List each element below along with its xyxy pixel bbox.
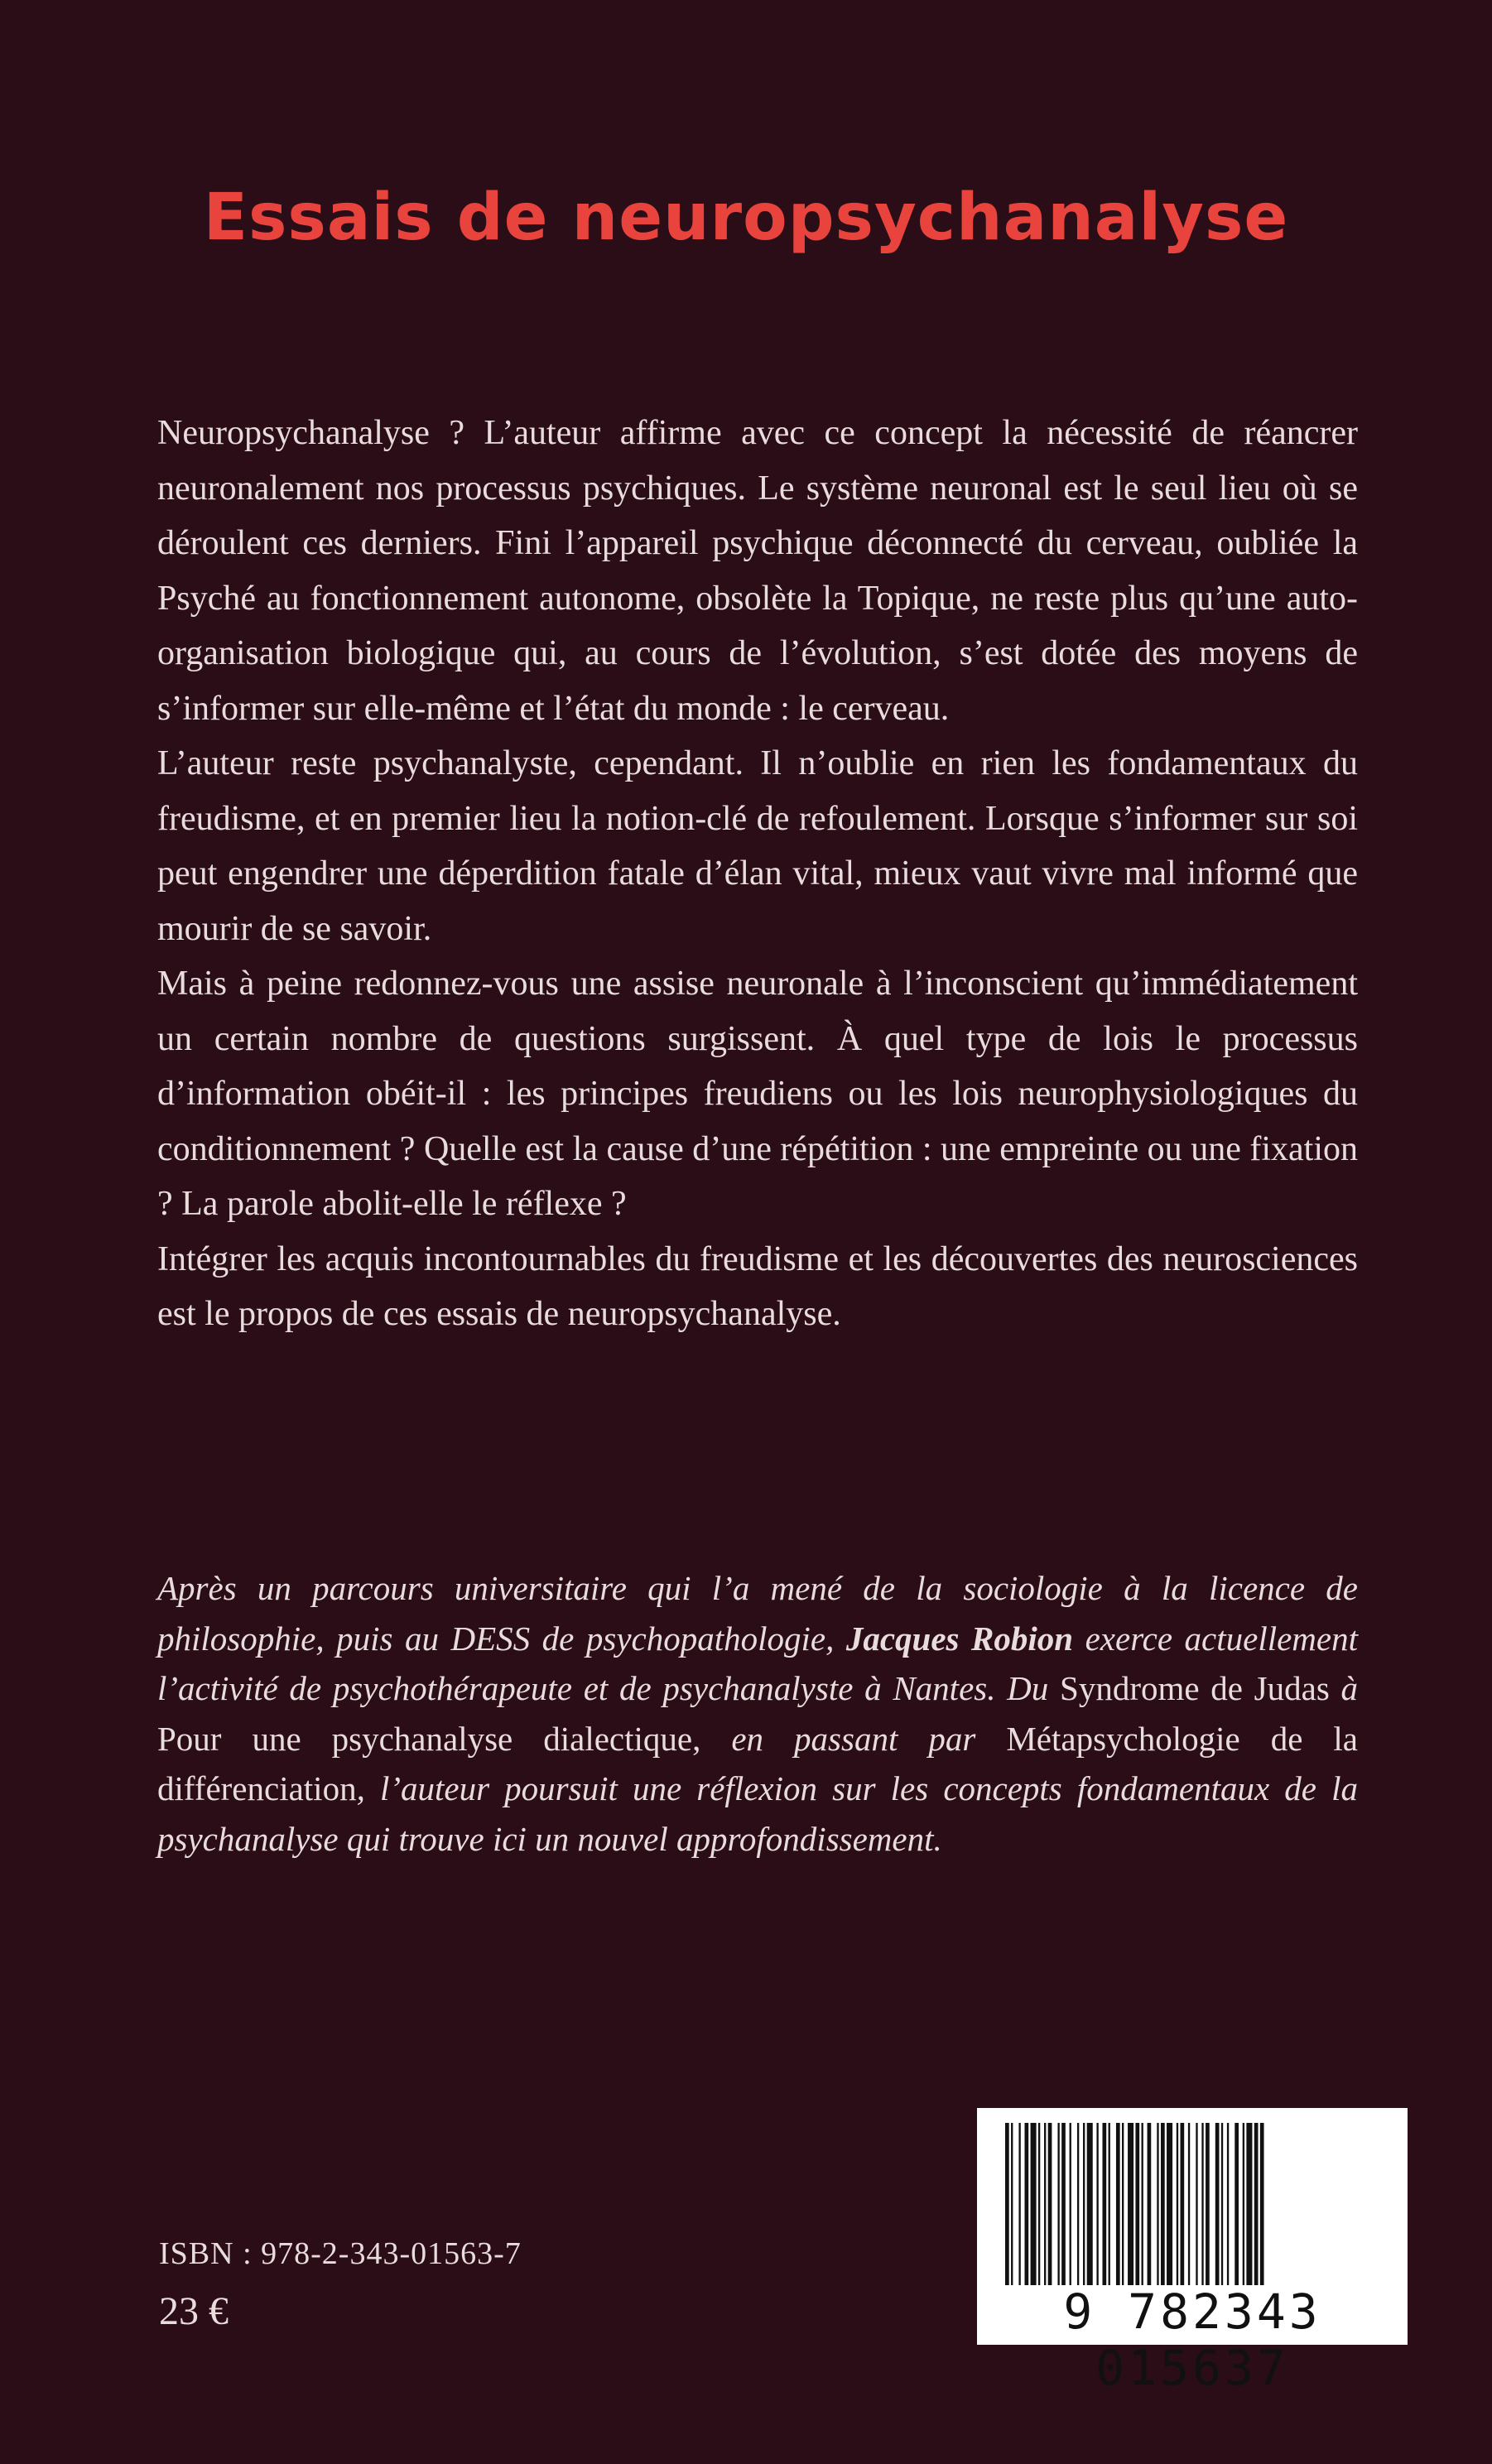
book-title: Essais de neuropsychanalyse <box>203 180 1289 255</box>
barcode-bar <box>1087 2123 1093 2285</box>
barcode <box>977 2108 1408 2396</box>
barcode-bar <box>1254 2123 1259 2285</box>
barcode-bar <box>1077 2123 1079 2285</box>
book-title-metapsychologie: Métapsychologie de la différenciation <box>157 1719 1358 1807</box>
barcode-bar <box>1188 2123 1190 2285</box>
barcode-bar <box>1177 2123 1178 2285</box>
barcode-bar <box>1260 2123 1264 2285</box>
barcode-bar <box>1206 2123 1210 2285</box>
summary-paragraph: Intégrer les acquis incontournables du freudisme et les découvertes des neurosciences est le propos de ces essais de neuropsychanalyse. <box>157 1239 1358 1333</box>
barcode-bar <box>1025 2123 1029 2285</box>
barcode-bar <box>1096 2123 1098 2285</box>
barcode-bar <box>1181 2123 1185 2285</box>
barcode-bar <box>1157 2123 1158 2285</box>
barcode-bars-icon <box>1005 2123 1379 2285</box>
barcode-bar <box>1215 2123 1220 2285</box>
barcode-bar <box>1057 2123 1059 2285</box>
summary-paragraph: Neuropsychanalyse ? L’auteur affirme avec ce concept la nécessité de réancrer neuronalement nos processus psychiques. Le système neuronal est le seul lieu où se déroulent ces derniers. Fini l’appareil psychique déconnecté du cerveau, oubliée la Psyché au fonctionnement autonome, obsolète la Topique, ne reste plus qu’une auto-organisation biologique qui, au cours de l’évolution, s’est dotée des moyens de s’informer sur elle-même et l’état du monde : le cerveau. <box>157 414 1358 728</box>
author-bio <box>157 1563 1358 1864</box>
barcode-bar <box>1005 2123 1009 2285</box>
price-label: 23 € <box>159 2289 229 2333</box>
barcode-bar <box>1031 2123 1037 2285</box>
barcode-bar <box>1246 2123 1252 2285</box>
barcode-digits: 9 782343 015637 <box>1063 2284 1321 2396</box>
isbn-label: ISBN : 978-2-343-01563-7 <box>159 2236 522 2271</box>
barcode-bar <box>1227 2123 1229 2285</box>
barcode-bar <box>1038 2123 1040 2285</box>
summary-text <box>157 406 1358 1342</box>
summary-paragraph: L’auteur reste psychanalyste, cependant. Il n’oublie en rien les fondamentaux du freudisme, et en premier lieu la notion-clé de refoulement. Lorsque s’informer sur soi peut engendrer une déperdition fatale d’élan vital, mieux vaut vivre mal informé que mourir de se savoir. <box>157 744 1358 948</box>
barcode-bar <box>1128 2123 1133 2285</box>
barcode-bar <box>1061 2123 1066 2285</box>
author-name: Jacques Robion <box>845 1619 1074 1658</box>
barcode-bar <box>1142 2123 1143 2285</box>
bio-connector: à <box>1329 1669 1359 1707</box>
bio-passing: en passant par <box>700 1719 1007 1758</box>
bio-intro: Après un parcours universitaire qui l’a mené de la sociologie à la licence de philosophie, puis au DESS de psychopathologie, <box>157 1569 1358 1658</box>
barcode-bar <box>1116 2123 1120 2285</box>
barcode-bar <box>1011 2123 1013 2285</box>
barcode-bar <box>1135 2123 1139 2285</box>
bio-comma: , <box>692 1719 701 1758</box>
barcode-bar <box>1167 2123 1172 2285</box>
barcode-bar <box>1109 2123 1110 2285</box>
book-title-dialectique: Pour une psychanalyse dialectique <box>157 1719 693 1758</box>
bio-middle: exerce actuellement l’activité de psychothérapeute et de psychanalyste à Nantes. Du <box>157 1619 1359 1707</box>
summary-paragraph: Mais à peine redonnez-vous une assise neuronale à l’inconscient qu’immédiatement un certain nombre de questions surgissent. À quel type de lois le processus d’information obéit-il : les principes freudiens ou les lois neurophysiologiques du conditionnement ? Quelle est la cause d’une répétition : une empreinte ou une fixation ? La parole abolit-elle le réflexe ? <box>157 965 1358 1223</box>
barcode-bar <box>1048 2123 1052 2285</box>
barcode-bar <box>1070 2123 1071 2285</box>
barcode-bar <box>1148 2123 1152 2285</box>
barcode-bar <box>1243 2123 1244 2285</box>
barcode-bar <box>1083 2123 1085 2285</box>
barcode-bar <box>1201 2123 1203 2285</box>
barcode-bar <box>1122 2123 1124 2285</box>
barcode-bar <box>1161 2123 1165 2285</box>
barcode-bar <box>1221 2123 1223 2285</box>
barcode-bar <box>1044 2123 1046 2285</box>
barcode-bar <box>1196 2123 1197 2285</box>
barcode-bar <box>1235 2123 1239 2285</box>
barcode-bar <box>1103 2123 1107 2285</box>
barcode-bar <box>1018 2123 1020 2285</box>
bio-outro: , l’auteur poursuit une réflexion sur les concepts fondamentaux de la psychanalyse qui trouve ici un nouvel approfondissement. <box>157 1769 1358 1858</box>
book-title-syndrome: Syndrome de Judas <box>1060 1669 1330 1707</box>
